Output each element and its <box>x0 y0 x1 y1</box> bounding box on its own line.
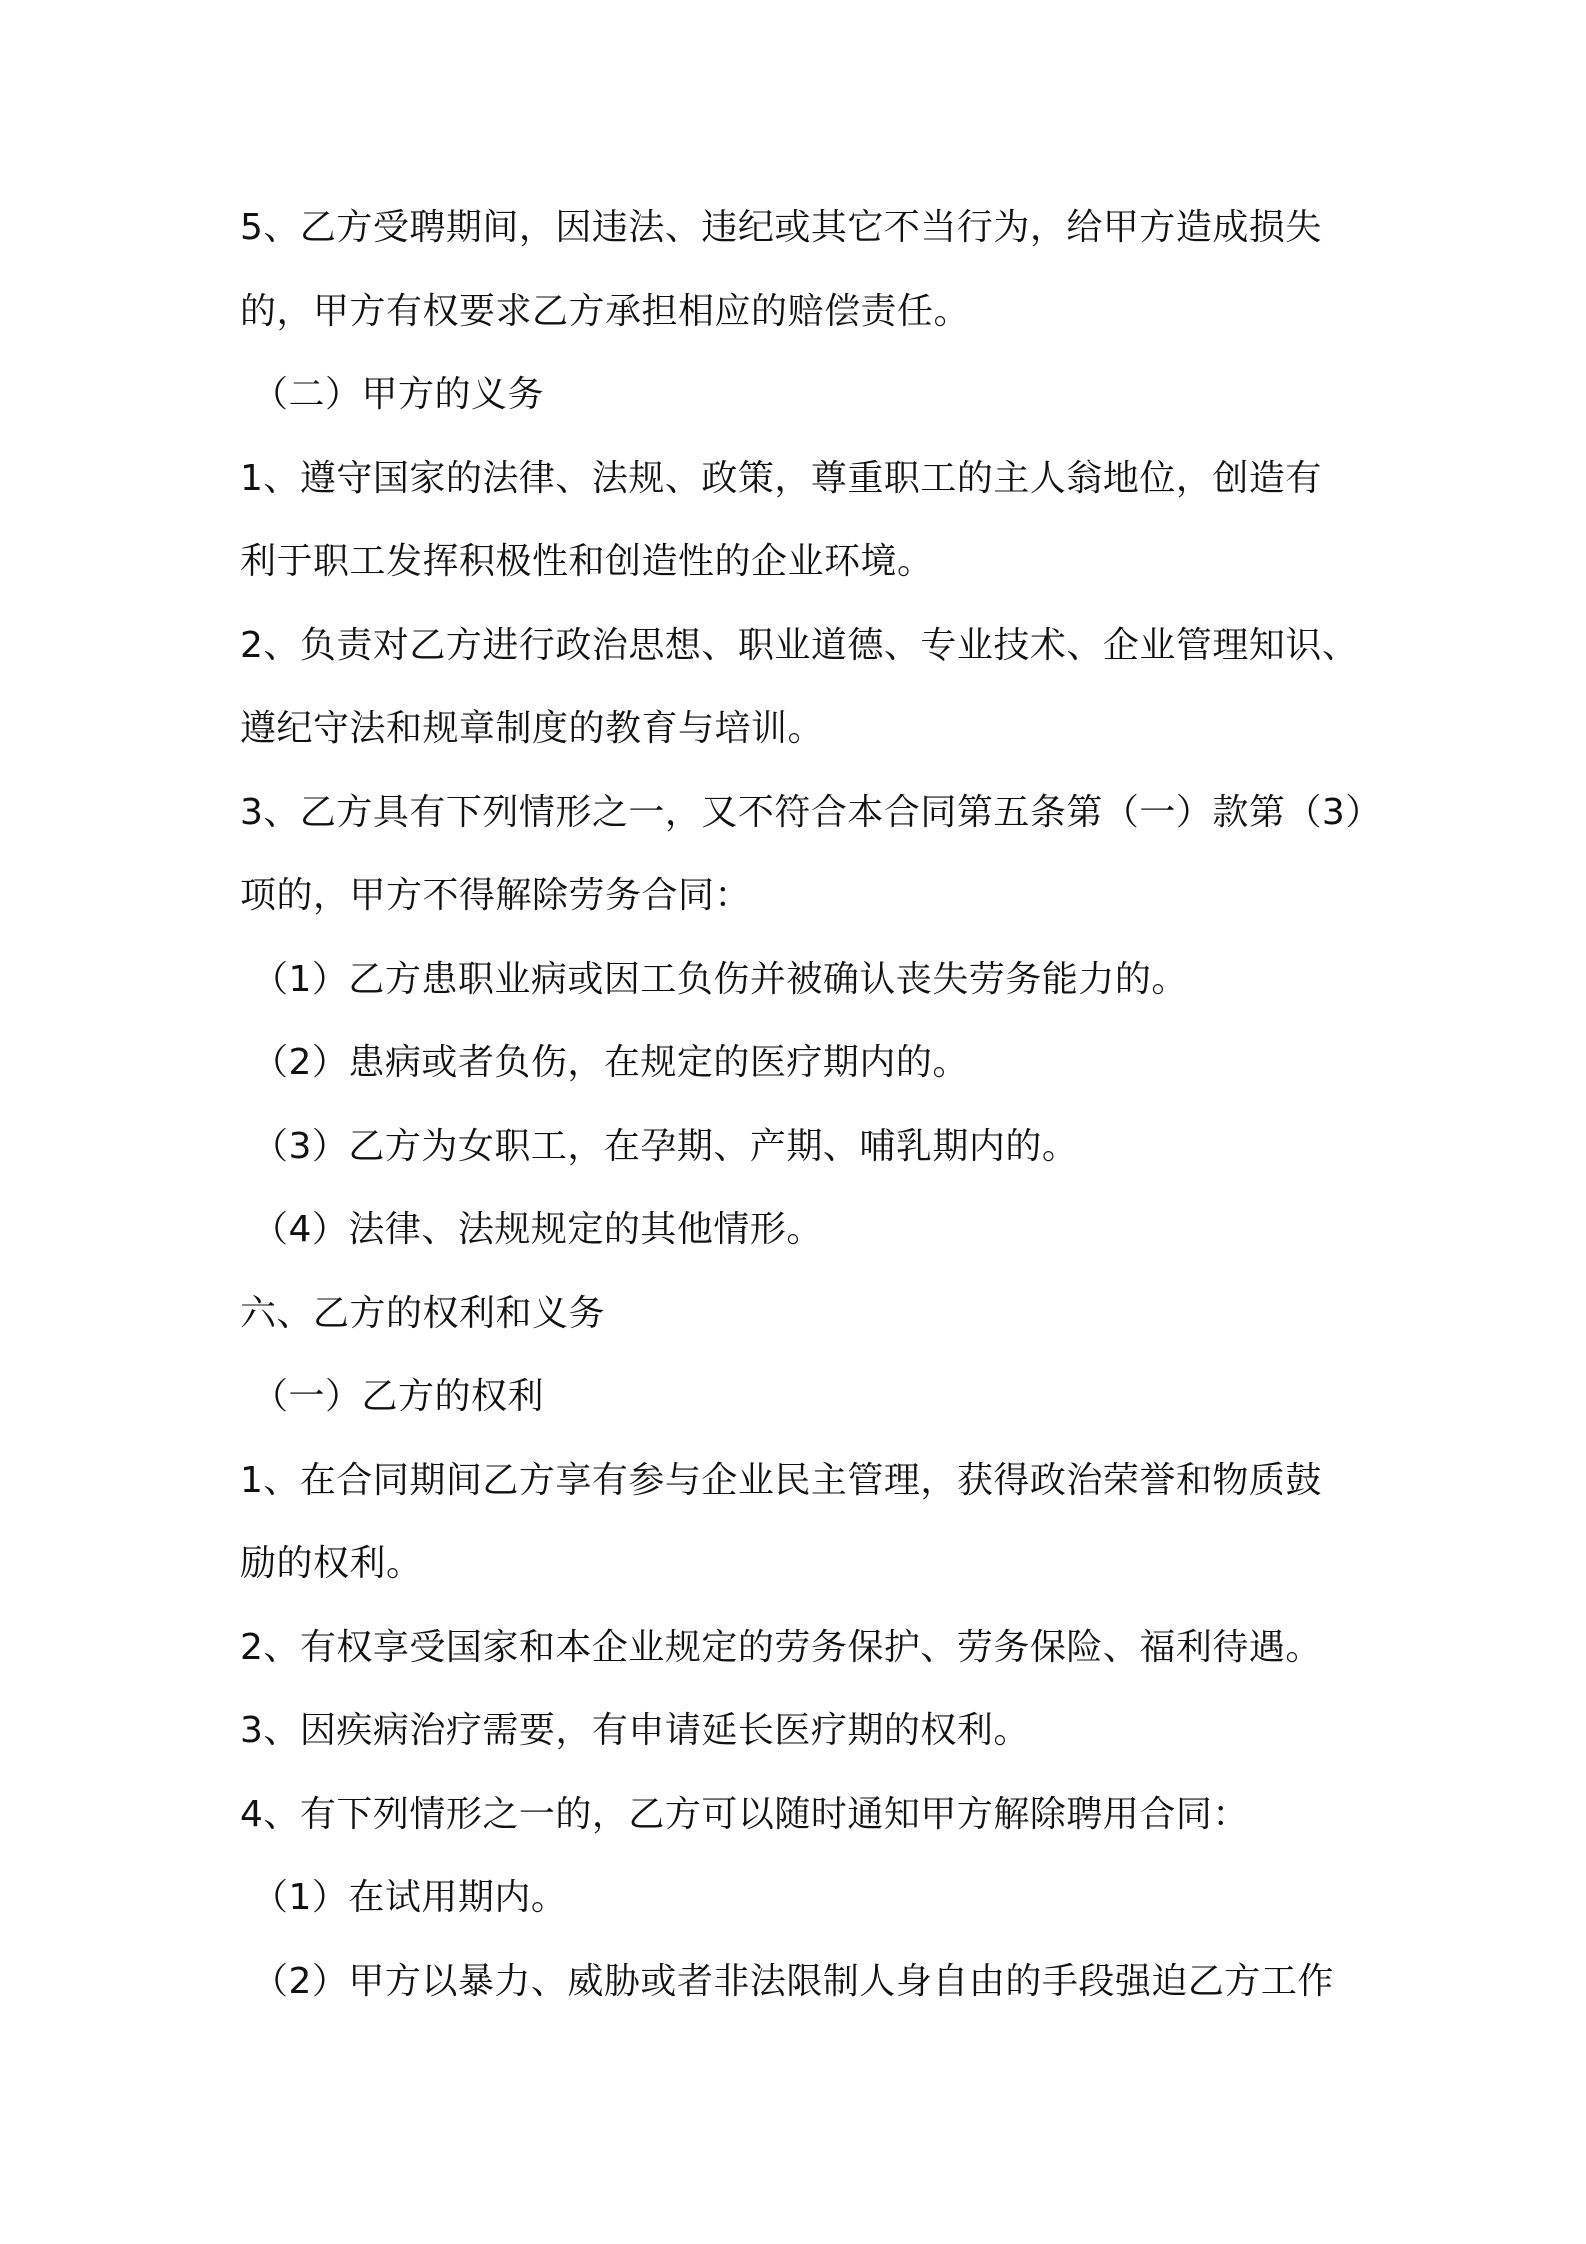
section-heading: （二）甲方的义务 <box>252 374 545 415</box>
paragraph-line: 4、有下列情形之一的，乙方可以随时通知甲方解除聘用合同： <box>240 1793 1249 1835</box>
section-heading: （一）乙方的权利 <box>252 1376 545 1417</box>
paragraph-line: 5、乙方受聘期间，因违法、违纪或其它不当行为，给甲方造成损失 <box>240 207 1322 248</box>
paragraph-line: 励的权利。 <box>240 1543 423 1584</box>
list-item: （1）乙方患职业病或因工负伤并被确认丧失劳务能力的。 <box>252 958 1188 1000</box>
paragraph-line: 遵纪守法和规章制度的教育与培训。 <box>240 708 825 749</box>
paragraph-line: 2、有权享受国家和本企业规定的劳务保护、劳务保险、福利待遇。 <box>240 1626 1322 1668</box>
paragraph-line: 利于职工发挥积极性和创造性的企业环境。 <box>240 541 934 582</box>
paragraph-line: 2、负责对乙方进行政治思想、职业道德、专业技术、企业管理知识、 <box>240 624 1359 666</box>
paragraph-line: 的，甲方有权要求乙方承担相应的赔偿责任。 <box>240 290 971 332</box>
list-item: （2）甲方以暴力、威胁或者非法限制人身自由的手段强迫乙方工作 <box>252 1960 1334 2002</box>
document-body <box>240 198 1380 2035</box>
paragraph-line: 3、因疾病治疗需要，有申请延长医疗期的权利。 <box>240 1710 1030 1751</box>
paragraph-line: 1、在合同期间乙方享有参与企业民主管理，获得政治荣誉和物质鼓 <box>240 1459 1322 1501</box>
paragraph-line: 1、遵守国家的法律、法规、政策，尊重职工的主人翁地位，创造有 <box>240 457 1322 499</box>
list-item: （3）乙方为女职工，在孕期、产期、哺乳期内的。 <box>252 1125 1079 1167</box>
chapter-heading: 六、乙方的权利和义务 <box>240 1292 606 1334</box>
list-item: （2）患病或者负伤，在规定的医疗期内的。 <box>252 1042 969 1083</box>
paragraph-line: 项的，甲方不得解除劳务合同： <box>240 875 752 916</box>
paragraph-line: 3、乙方具有下列情形之一，又不符合本合同第五条第（一）款第（3） <box>240 791 1382 833</box>
list-item: （1）在试用期内。 <box>252 1877 568 1918</box>
list-item: （4）法律、法规规定的其他情形。 <box>252 1209 823 1250</box>
